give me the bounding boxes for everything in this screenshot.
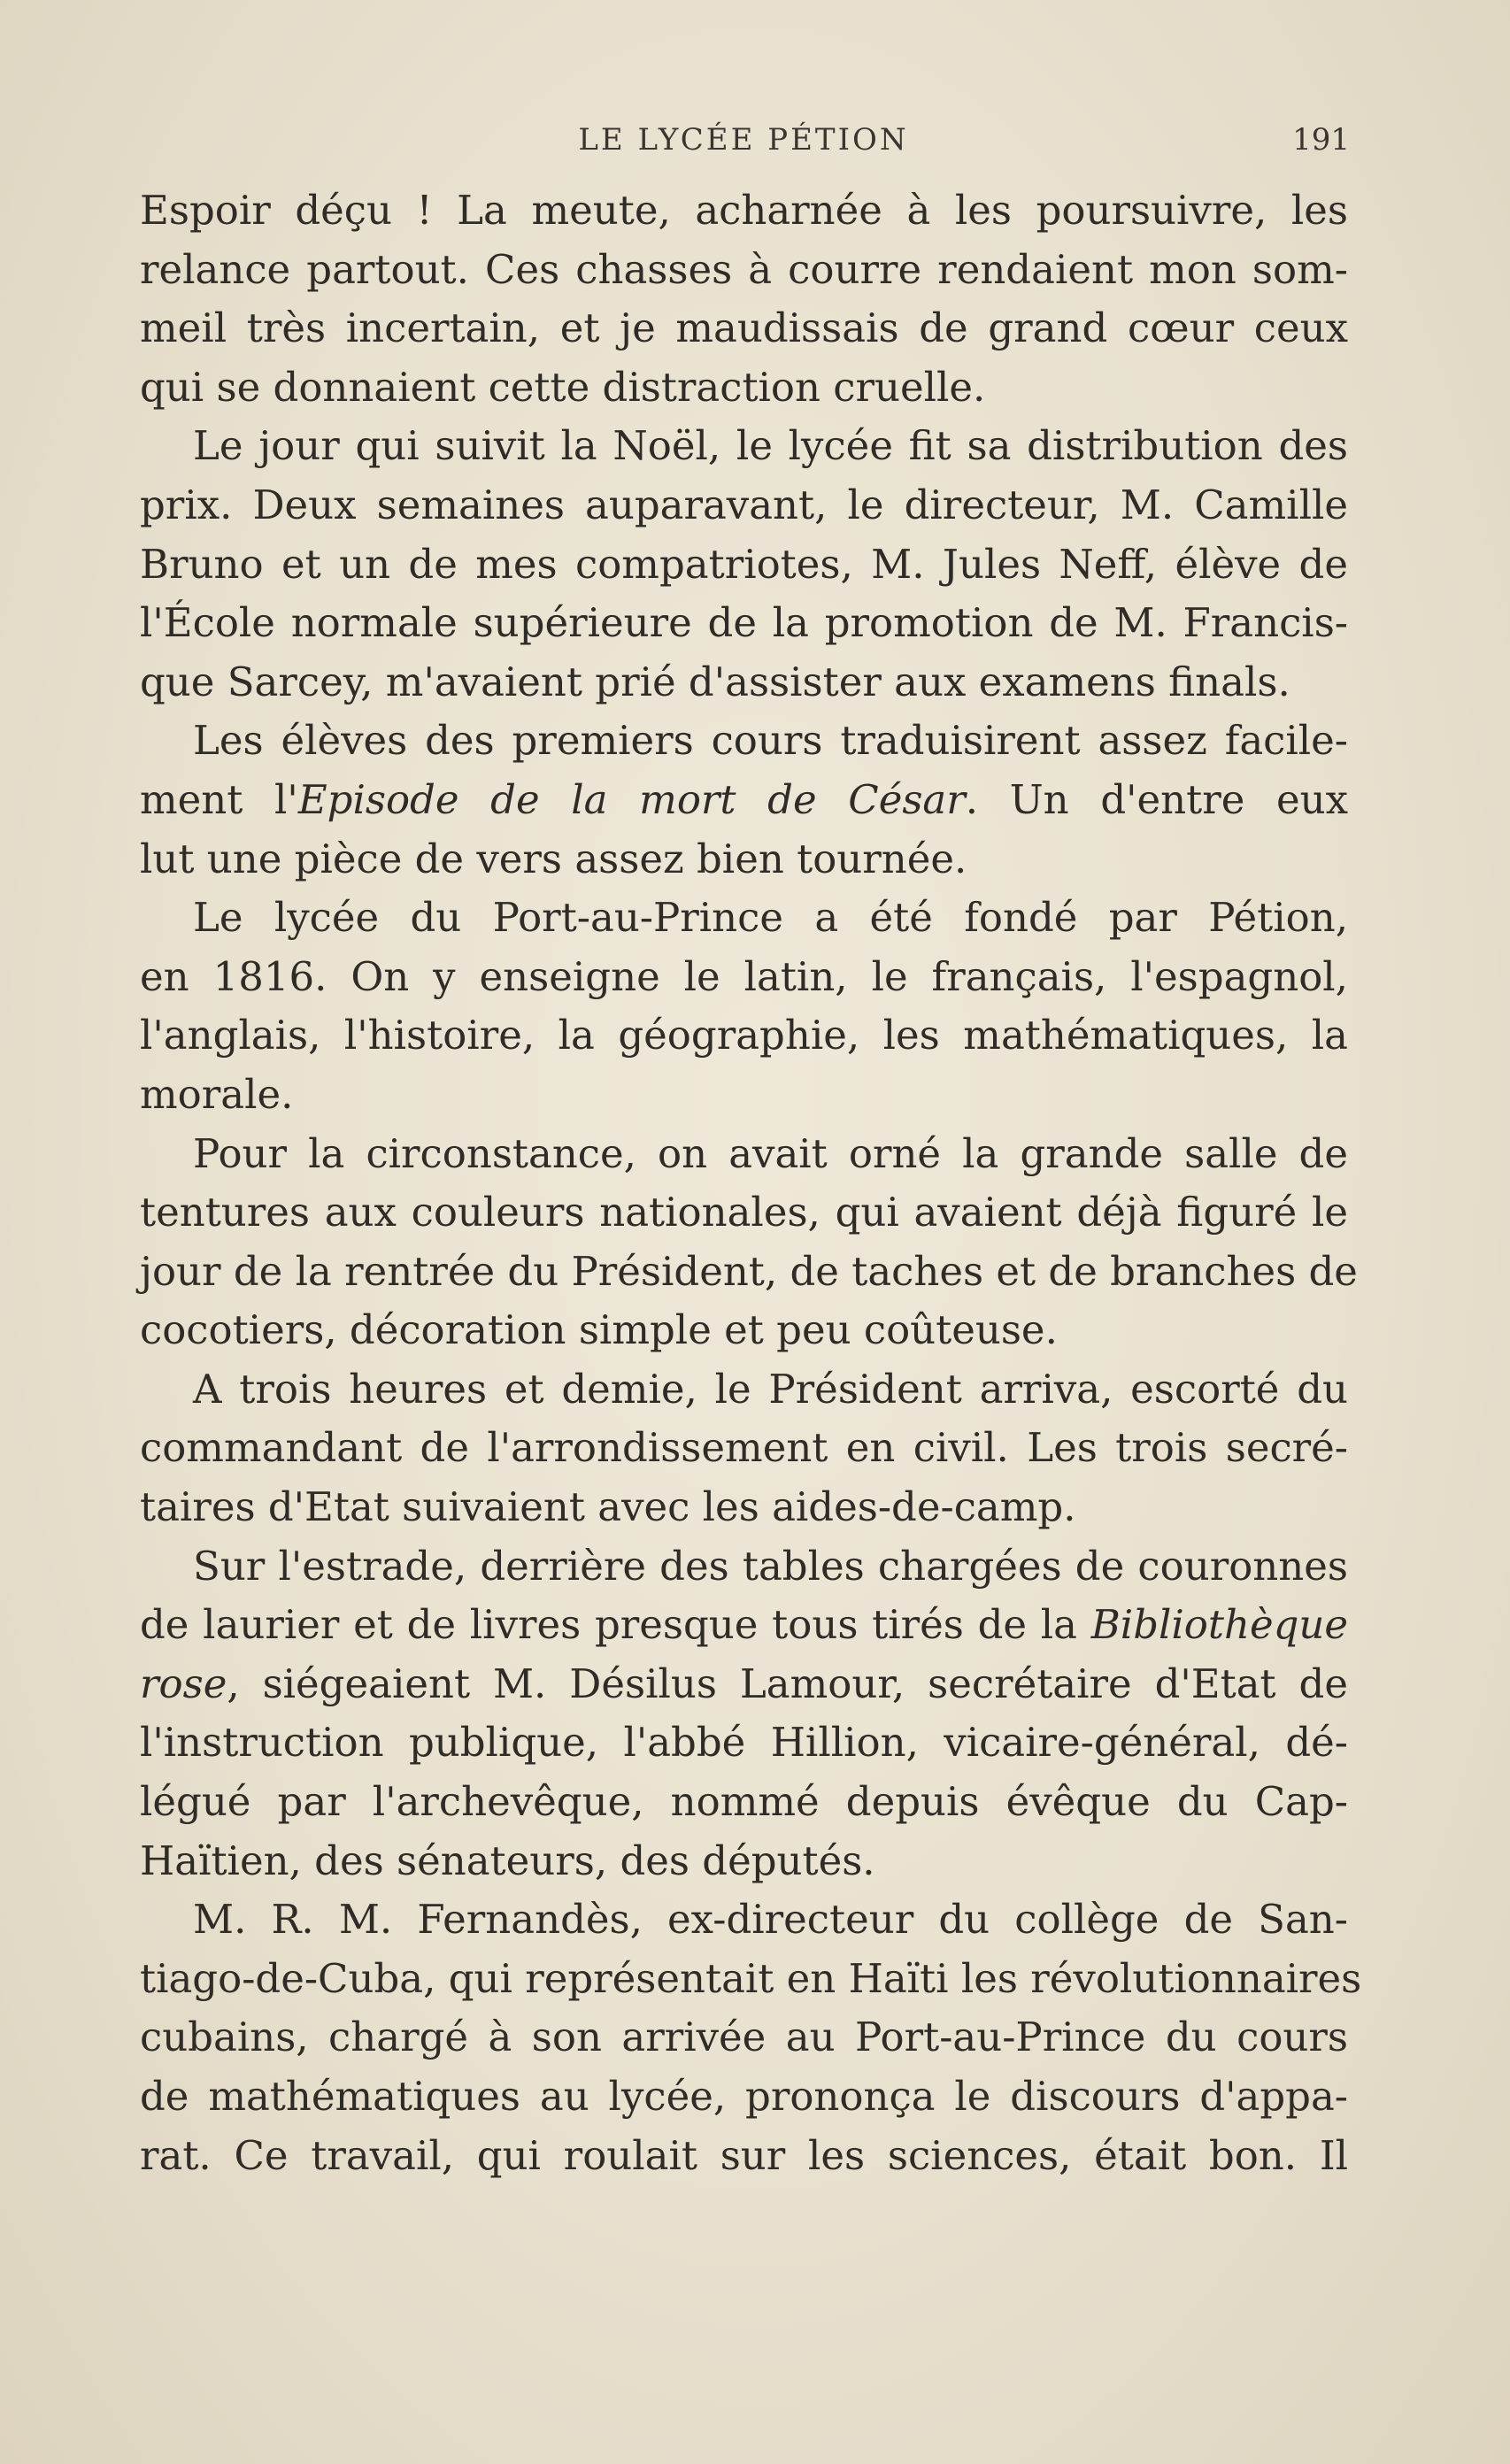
text-line: [140, 181, 1348, 241]
text-segment: l'instruction publique, l'abbé Hillion, vicaire-général, dé-: [140, 1719, 1348, 1767]
text-segment: Le lycée du Port-au-Prince a été fondé par Pétion,: [193, 894, 1348, 942]
text-line: [140, 653, 1348, 712]
text-line: [140, 1773, 1348, 1832]
text-segment: jour de la rentrée du Président, de taches et de branches de: [140, 1247, 1358, 1295]
text-segment: Sur l'estrade, derrière des tables chargées de couronnes: [193, 1542, 1348, 1590]
text-segment: lut une pièce de vers assez bien tournée.: [140, 835, 967, 882]
text-line: [140, 771, 1348, 830]
text-line: [140, 417, 1348, 476]
text-line: [140, 889, 1348, 948]
text-line: [140, 830, 1348, 889]
text-segment: A trois heures et demie, le Président arriva, escorté du: [193, 1365, 1348, 1413]
text-segment: meil très incertain, et je maudissais de grand cœur ceux: [140, 304, 1348, 352]
text-line: [140, 594, 1348, 653]
text-segment: cocotiers, décoration simple et peu coûteuse.: [140, 1306, 1058, 1354]
text-segment: l'École normale supérieure de la promotion de M. Francis-: [140, 599, 1348, 647]
text-segment: Les élèves des premiers cours traduisirent assez facile-: [193, 717, 1348, 765]
text-segment: tentures aux couleurs nationales, qui avaient déjà figuré le: [140, 1189, 1348, 1236]
text-segment: morale.: [140, 1070, 294, 1118]
text-line: [140, 1006, 1348, 1066]
text-line: [140, 241, 1348, 300]
text-line: [140, 1125, 1348, 1184]
page-number: 191: [1292, 122, 1350, 158]
text-segment: tiago-de-Cuba, qui représentait en Haïti les révolutionnaires: [140, 1954, 1362, 2002]
text-segment: ment l': [140, 775, 298, 823]
text-line: [140, 712, 1348, 771]
italic-title: Episode de la mort de César: [297, 775, 966, 823]
text-line: [140, 476, 1348, 535]
text-segment: M. R. M. Fernandès, ex-directeur du collège de San-: [193, 1896, 1348, 1944]
text-line: [140, 1360, 1348, 1420]
text-line: [140, 948, 1348, 1007]
text-line: [140, 1301, 1348, 1360]
text-line: [140, 2127, 1348, 2186]
text-segment: qui se donnaient cette distraction cruelle.: [140, 363, 986, 411]
running-head: [137, 113, 1350, 166]
text-line: [140, 1478, 1348, 1537]
text-line: [140, 1066, 1348, 1125]
text-segment: Pour la circonstance, on avait orné la grande salle de: [193, 1129, 1348, 1177]
text-segment: cubains, chargé à son arrivée au Port-au-Prince du cours: [140, 2014, 1348, 2061]
italic-title: rose: [140, 1659, 227, 1707]
text-line: [140, 1713, 1348, 1773]
text-segment: en 1816. On y enseigne le latin, le français, l'espagnol,: [140, 952, 1348, 1000]
text-segment: l'anglais, l'histoire, la géographie, les mathématiques, la: [140, 1012, 1348, 1059]
text-line: [140, 1537, 1348, 1597]
text-segment: commandant de l'arrondissement en civil. Les trois secré-: [140, 1424, 1348, 1472]
text-line: [140, 2008, 1348, 2067]
text-line: [140, 1596, 1348, 1655]
running-title: LE LYCÉE PÉTION: [578, 122, 909, 158]
text-segment: . Un d'entre eux: [965, 775, 1349, 823]
text-segment: taires d'Etat suivaient avec les aides-de-camp.: [140, 1483, 1076, 1531]
text-segment: prix. Deux semaines auparavant, le directeur, M. Camille: [140, 481, 1348, 528]
text-line: [140, 299, 1348, 358]
text-segment: relance partout. Ces chasses à courre rendaient mon som-: [140, 245, 1348, 293]
text-line: [140, 1419, 1348, 1478]
text-segment: , siégeaient M. Désilus Lamour, secrétaire d'Etat de: [227, 1659, 1348, 1707]
text-segment: de laurier et de livres presque tous tirés de la: [140, 1601, 1091, 1649]
text-segment: Le jour qui suivit la Noël, le lycée fit sa distribution des: [193, 422, 1348, 470]
text-line: [140, 1655, 1348, 1714]
text-segment: Bruno et un de mes compatriotes, M. Jules Neff, élève de: [140, 540, 1348, 588]
text-segment: que Sarcey, m'avaient prié d'assister aux examens finals.: [140, 658, 1290, 705]
text-line: [140, 1890, 1348, 1950]
italic-title: Bibliothèque: [1090, 1601, 1348, 1649]
text-segment: rat. Ce travail, qui roulait sur les sciences, était bon. Il: [140, 2131, 1348, 2179]
text-segment: Haïtien, des sénateurs, des députés.: [140, 1836, 875, 1884]
text-line: [140, 1183, 1348, 1243]
text-line: [140, 2067, 1348, 2127]
text-segment: légué par l'archevêque, nommé depuis évêque du Cap-: [140, 1778, 1348, 1826]
text-segment: Espoir déçu ! La meute, acharnée à les poursuivre, les: [140, 187, 1348, 234]
text-line: [140, 535, 1348, 595]
text-segment: de mathématiques au lycée, prononça le discours d'appa-: [140, 2073, 1348, 2120]
body-text: [140, 181, 1362, 2185]
text-line: [140, 1950, 1362, 2009]
text-line: [140, 358, 1348, 418]
text-line: [140, 1832, 1348, 1891]
text-line: [140, 1243, 1358, 1302]
